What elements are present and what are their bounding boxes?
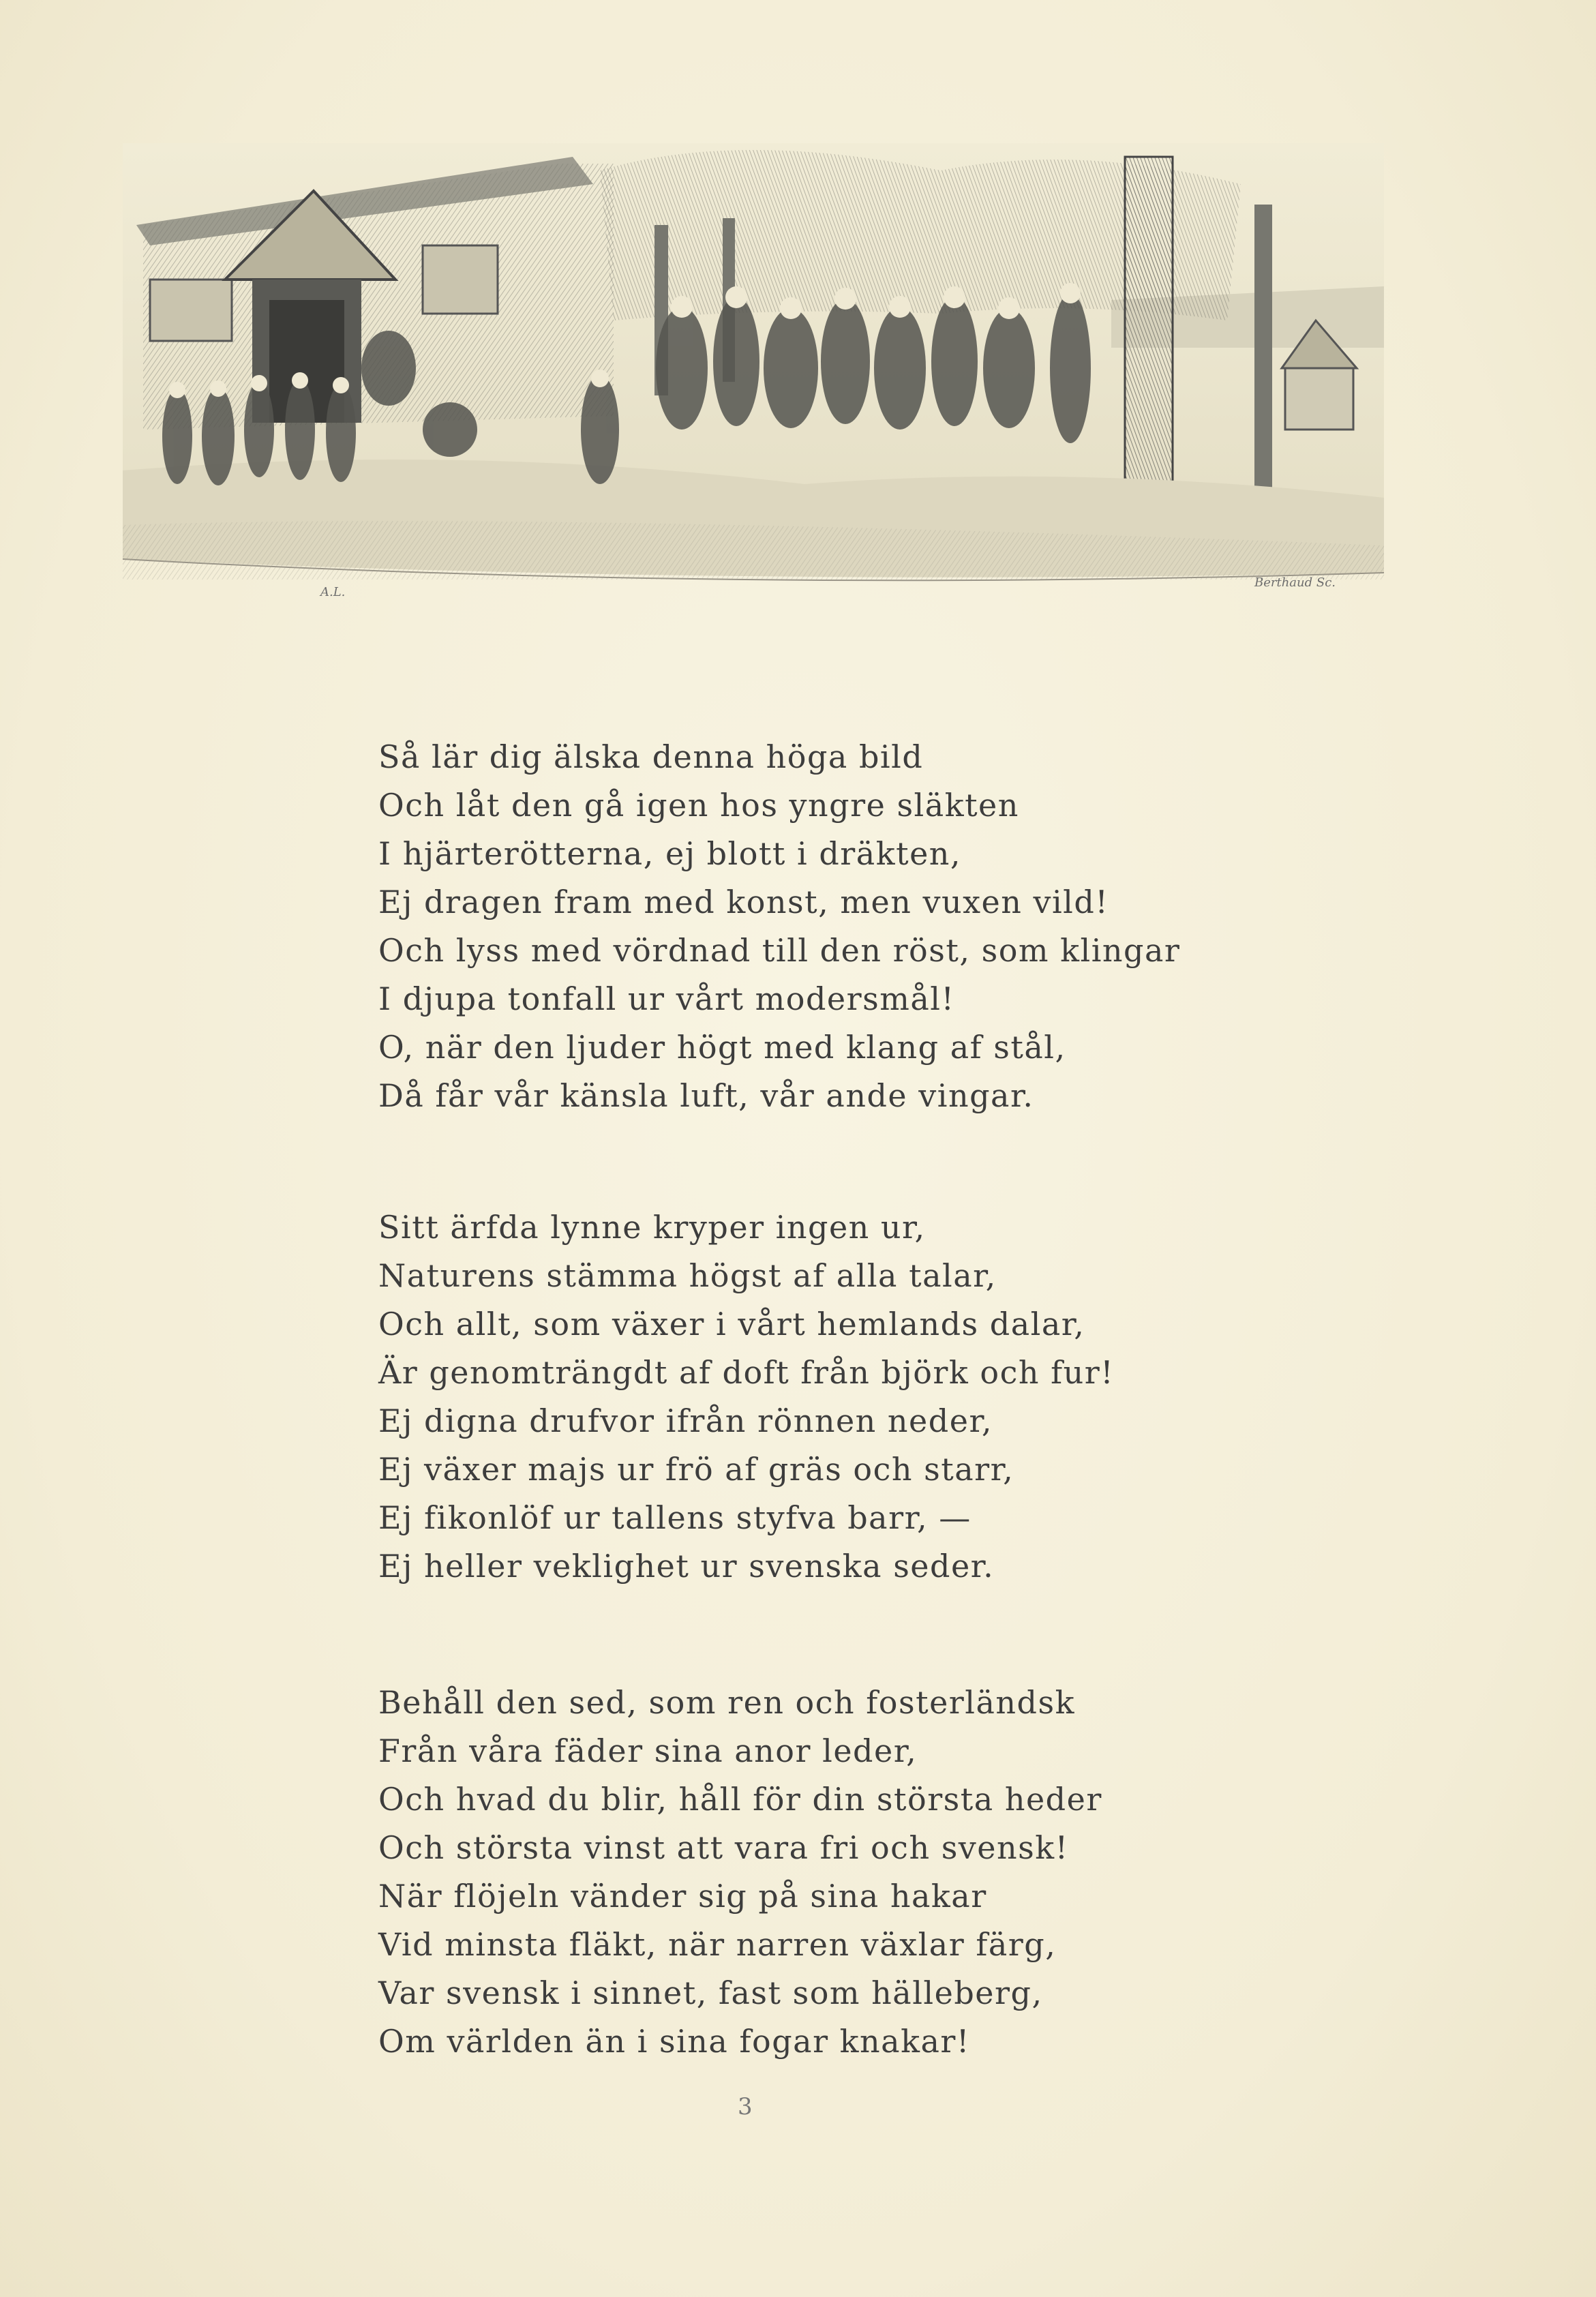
page-number: 3 bbox=[738, 2093, 753, 2120]
poem-line: Behåll den sed, som ren och fosterländsk bbox=[378, 1684, 1075, 1721]
poem-line: Ej heller veklighet ur svenska seder. bbox=[378, 1548, 995, 1585]
village-dance-illustration bbox=[123, 143, 1384, 627]
poem-line: Ej fikonlöf ur tallens styfva barr, — bbox=[378, 1499, 972, 1536]
poem-line: Och lyss med vördnad till den röst, som klingar bbox=[378, 932, 1181, 969]
poem-line: Ej växer majs ur frö af gräs och starr, bbox=[378, 1451, 1014, 1488]
stanza-1 bbox=[378, 733, 1180, 1120]
poem-line: Och största vinst att vara fri och svensk! bbox=[378, 1829, 1069, 1866]
poem-line: Är genomträngdt af doft från björk och fur! bbox=[378, 1354, 1115, 1391]
poem-line: O, när den ljuder högt med klang af stål, bbox=[378, 1029, 1066, 1066]
poem-line: Naturens stämma högst af alla talar, bbox=[378, 1257, 997, 1294]
poem-line: Vid minsta fläkt, när narren växlar färg, bbox=[378, 1926, 1057, 1963]
stanza-3 bbox=[378, 1679, 1102, 2066]
poem-line: I djupa tonfall ur vårt modersmål! bbox=[378, 980, 955, 1017]
stanza-2 bbox=[378, 1203, 1114, 1591]
poem-line: Sitt ärfda lynne kryper ingen ur, bbox=[378, 1209, 926, 1246]
poem-line: Ej digna drufvor ifrån rönnen neder, bbox=[378, 1402, 993, 1439]
poem-line: Då får vår känsla luft, vår ande vingar. bbox=[378, 1077, 1034, 1114]
engraver-signature: Berthaud Sc. bbox=[1254, 575, 1336, 590]
poem-line: Ej dragen fram med konst, men vuxen vild! bbox=[378, 884, 1109, 920]
village-dance-engraving-icon bbox=[123, 143, 1384, 627]
poem-line: Och hvad du blir, håll för din största heder bbox=[378, 1781, 1102, 1818]
poem-line: Och allt, som växer i vårt hemlands dalar, bbox=[378, 1306, 1085, 1342]
poem-line: Och låt den gå igen hos yngre släkten bbox=[378, 787, 1019, 824]
poem-line: I hjärterötterna, ej blott i dräkten, bbox=[378, 835, 962, 872]
poem-line: Var svensk i sinnet, fast som hälleberg, bbox=[378, 1975, 1043, 2011]
poem-line: När flöjeln vänder sig på sina hakar bbox=[378, 1878, 987, 1915]
illustrator-signature: A.L. bbox=[320, 585, 346, 599]
poem-line: Så lär dig älska denna höga bild bbox=[378, 738, 924, 775]
poem-line: Om världen än i sina fogar knakar! bbox=[378, 2023, 970, 2060]
poem-line: Från våra fäder sina anor leder, bbox=[378, 1732, 918, 1769]
